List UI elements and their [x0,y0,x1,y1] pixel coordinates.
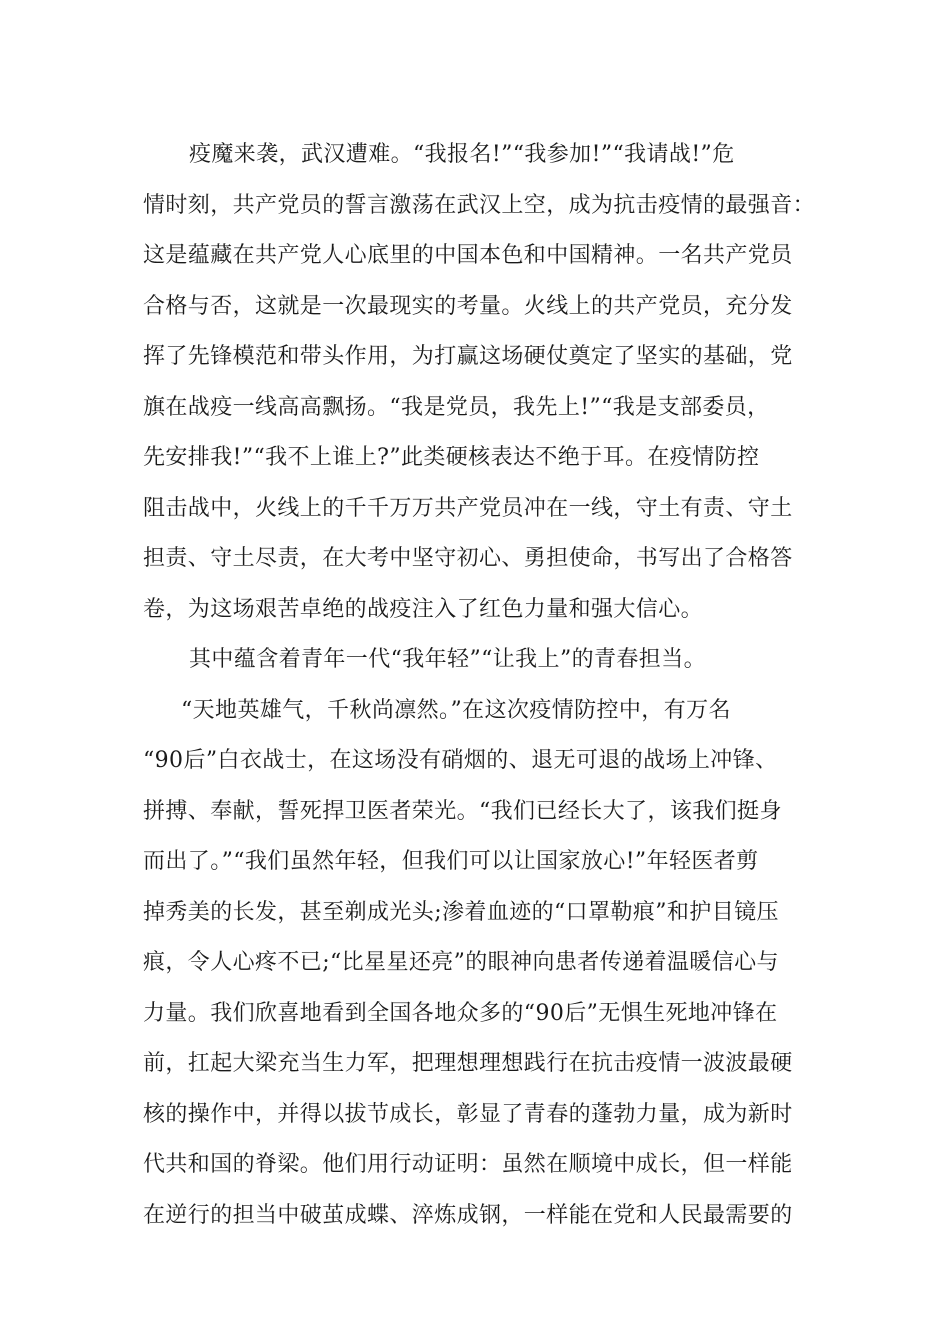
paragraph-1-line-6: 旗在战疫一线高高飘扬。“我是党员，我先上!”“我是支部委员， [143,394,770,420]
paragraph-3-line-10: 代共和国的脊梁。他们用行动证明：虽然在顺境中成长，但一样能 [143,1152,793,1177]
paragraph-3-line-7: 力量。我们欣喜地看到全国各地众多的“90后”无惧生死地冲锋在 [143,1000,778,1026]
paragraph-1-line-4: 合格与否，这就是一次最现实的考量。火线上的共产党员，充分发 [143,293,793,319]
paragraph-2-line-1: 其中蕴含着青年一代“我年轻”“让我上”的青春担当。 [189,647,706,672]
body-text [143,130,816,1241]
paragraph-1-line-8: 阻击战中，火线上的千千万万共产党员冲在一线，守土有责、守土 [143,495,793,521]
paragraph-1-line-2: 情时刻，共产党员的誓言激荡在武汉上空，成为抗击疫情的最强音： [143,192,816,218]
paragraph-3-line-6: 痕，令人心疼不已;“比星星还亮”的眼神向患者传递着温暖信心与 [143,950,779,975]
paragraph-1-line-1: 疫魔来袭，武汉遭难。“我报名!”“我参加!”“我请战!”危 [189,142,735,167]
paragraph-1-line-5: 挥了先锋模范和带头作用，为打赢这场硬仗奠定了坚实的基础，党 [143,344,793,369]
paragraph-3-line-1: “天地英雄气，千秋尚凛然。”在这次疫情防控中，有万名 [181,697,731,723]
paragraph-3-line-3: 拼搏、奉献，誓死捍卫医者荣光。“我们已经长大了，该我们挺身 [143,798,782,824]
paragraph-1-line-7: 先安排我!”“我不上谁上?”此类硬核表达不绝于耳。在疫情防控 [143,445,760,470]
paragraph-3-line-9: 核的操作中，并得以拔节成长，彰显了青春的蓬勃力量，成为新时 [143,1101,793,1127]
paragraph-1-line-10: 卷，为这场艰苦卓绝的战疫注入了红色力量和强大信心。 [143,596,704,622]
paragraph-3-line-8: 前，扛起大梁充当生力军，把理想理想践行在抗击疫情一波波最硬 [143,1051,793,1076]
paragraph-3-line-2: “90后”白衣战士，在这场没有硝烟的、退无可退的战场上冲锋、 [143,748,778,773]
paragraph-3-line-5: 掉秀美的长发，甚至剃成光头;渗着血迹的“口罩勒痕”和护目镜压 [143,899,779,925]
paragraph-1-line-9: 担责、守土尽责，在大考中坚守初心、勇担使命，书写出了合格答 [143,546,793,571]
paragraph-3-line-11: 在逆行的担当中破茧成蝶、淬炼成钢，一样能在党和人民最需要的 [143,1202,793,1228]
paragraph-3-line-4: 而出了。”“我们虽然年轻，但我们可以让国家放心!”年轻医者剪 [143,849,759,874]
paragraph-1-line-3: 这是蕴藏在共产党人心底里的中国本色和中国精神。一名共产党员 [143,243,793,268]
